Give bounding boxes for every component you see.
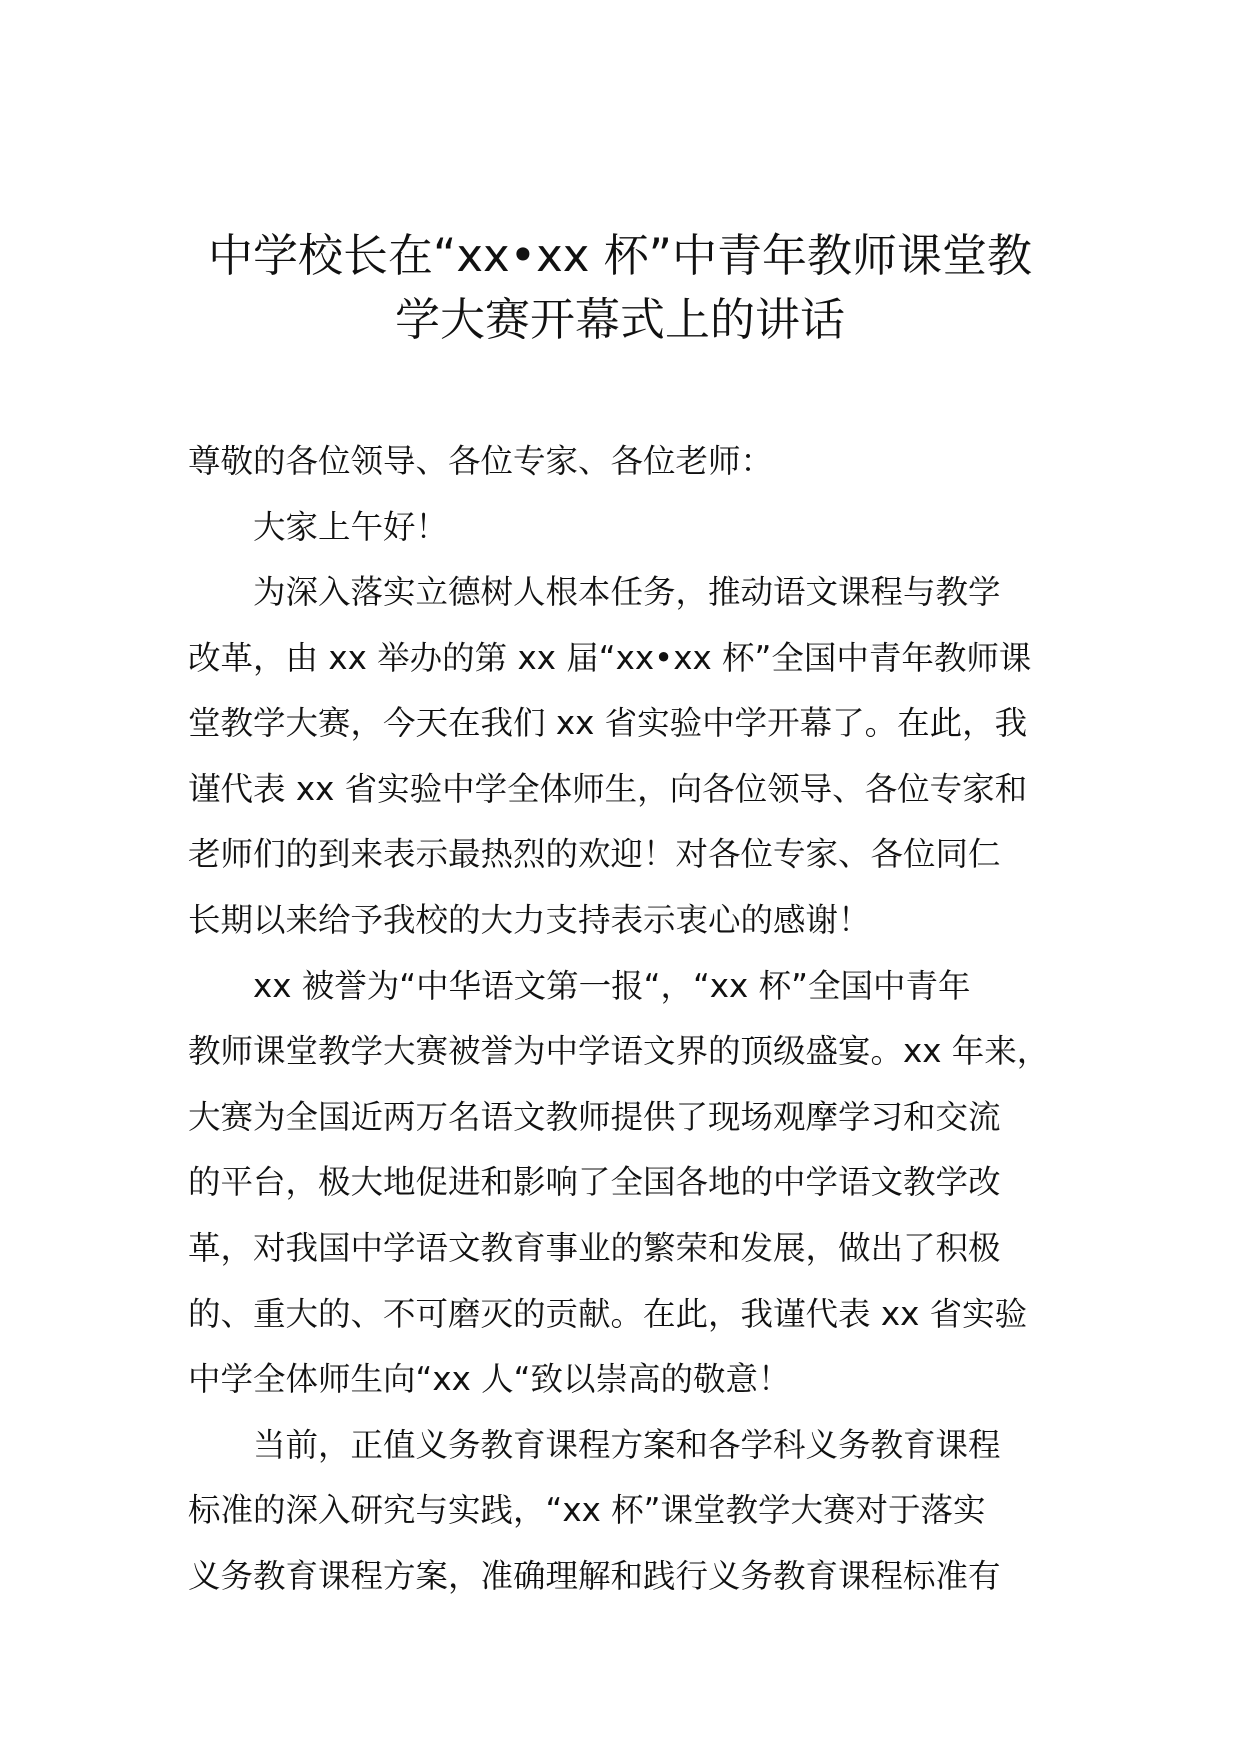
paragraph-line: 谨代表 xx 省实验中学全体师生，向各位领导、各位专家和 — [188, 769, 1028, 808]
document-title — [160, 224, 1080, 352]
title-line: 中学校长在“xx•xx 杯”中青年教师课堂教 — [208, 229, 1032, 282]
paragraph-line: 革，对我国中学语文教育事业的繁荣和发展，做出了积极 — [188, 1228, 1001, 1267]
paragraph-line: 标准的深入研究与实践，“xx 杯”课堂教学大赛对于落实 — [188, 1491, 986, 1530]
paragraph-line: 当前，正值义务教育课程方案和各学科义务教育课程 — [253, 1425, 1001, 1464]
paragraph-line: 教师课堂教学大赛被誉为中学语文界的顶级盛宴。xx 年来， — [188, 1032, 1050, 1071]
paragraph-line: xx 被誉为“中华语文第一报“，“xx 杯”全国中青年 — [253, 966, 971, 1005]
paragraph-1 — [188, 560, 1068, 954]
paragraph-line: 中学全体师生向“xx 人“致以崇高的敬意！ — [188, 1360, 791, 1399]
paragraph-line: 堂教学大赛，今天在我们 xx 省实验中学开幕了。在此，我 — [188, 704, 1028, 743]
salutation: 尊敬的各位领导、各位专家、各位老师： — [188, 442, 774, 480]
paragraph-3 — [188, 1413, 1068, 1610]
paragraph-line: 大赛为全国近两万名语文教师提供了现场观摩学习和交流 — [188, 1097, 1001, 1136]
paragraph-line: 义务教育课程方案，准确理解和践行义务教育课程标准有 — [188, 1556, 1001, 1595]
paragraph-line: 长期以来给予我校的大力支持表示衷心的感谢！ — [188, 900, 871, 939]
title-line: 学大赛开幕式上的讲话 — [394, 293, 845, 346]
paragraph-line: 改革，由 xx 举办的第 xx 届“xx•xx 杯”全国中青年教师课 — [188, 638, 1032, 677]
document-body — [188, 428, 1068, 1610]
paragraph-line: 的、重大的、不可磨灭的贡献。在此，我谨代表 xx 省实验 — [188, 1294, 1028, 1333]
paragraph-line: 的平台，极大地促进和影响了全国各地的中学语文教学改 — [188, 1163, 1001, 1202]
greeting: 大家上午好！ — [253, 508, 449, 546]
paragraph-2 — [188, 954, 1068, 1413]
paragraph-line: 老师们的到来表示最热烈的欢迎！对各位专家、各位同仁 — [188, 835, 1001, 874]
paragraph-line: 为深入落实立德树人根本任务，推动语文课程与教学 — [253, 573, 1001, 611]
